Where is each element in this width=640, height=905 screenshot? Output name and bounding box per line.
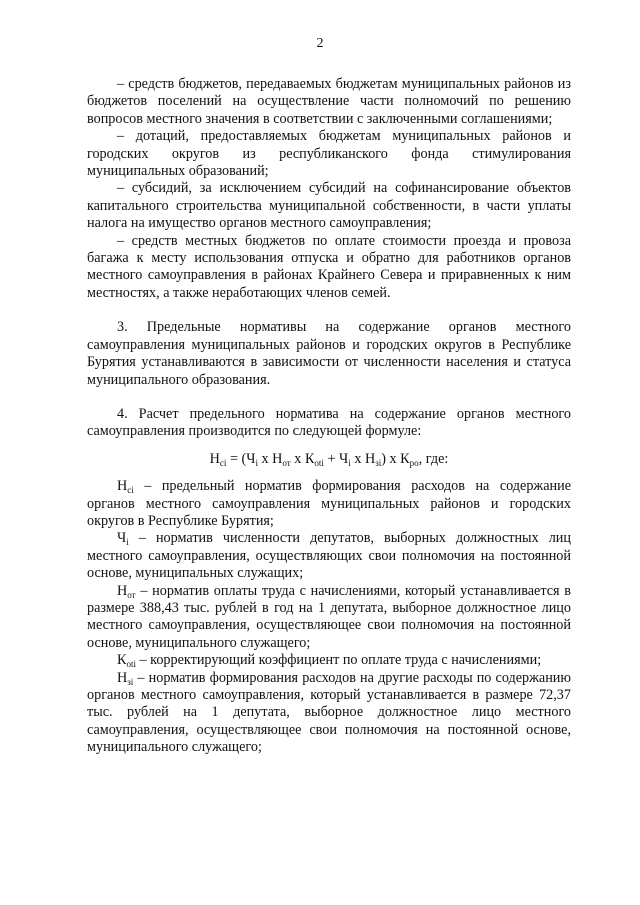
formula-sub: ро	[409, 457, 419, 468]
definition-subscript: i	[126, 537, 129, 548]
definition-subscript: оti	[126, 659, 136, 670]
definition-chi	[87, 530, 571, 582]
definition-not	[87, 583, 571, 653]
definition-symbol: Н	[117, 669, 128, 686]
definition-symbol: К	[117, 652, 127, 669]
formula-part: х Н	[257, 450, 283, 467]
section-3-paragraph: 3. Предельные нормативы на содержание органов местного самоуправления муниципальных районов и городских округов в Республике Бурятия устанавливаются в зависимости от численности населения и статуса муниципального образования.	[87, 319, 571, 388]
formula-part: , где:	[418, 450, 449, 467]
definition-symbol: Н	[117, 478, 128, 495]
definition-text: – норматив оплаты труда с начислениями, который устанавливается в размере 388,43 тыс. рублей в год на 1 депутата, выборное должностное лицо местного самоуправления, осуществляющее свои полномочия на постоянной основе, муниципального служащего;	[87, 582, 571, 651]
definition-koti	[87, 652, 571, 669]
formula-sub: от	[282, 457, 291, 468]
formula-lhs: Н	[209, 450, 220, 467]
formula-sub: i	[255, 457, 258, 468]
definition-subscript: ci	[127, 485, 134, 496]
paragraph-gap	[87, 389, 571, 406]
formula-sub: оti	[314, 457, 324, 468]
formula-part: ) х К	[381, 450, 410, 467]
definition-subscript: зi	[127, 676, 134, 687]
definition-nci	[87, 478, 571, 530]
definition-text: – корректирующий коэффициент по оплате труда с начислениями;	[135, 652, 542, 669]
definition-subscript: от	[127, 589, 136, 600]
page-number: 2	[316, 36, 324, 51]
document-body	[87, 76, 571, 757]
definition-text: – норматив численности депутатов, выборных должностных лиц местного самоуправления, осуществляющих свои полномочия на постоянной основе, муниципальных служащих;	[87, 530, 571, 582]
definition-text: – норматив формирования расходов на другие расходы по содержанию органов местного самоуправления, который устанавливается в размере 72,37 тыс. рублей на 1 депутата, выборное должностное лицо местного самоуправления, осуществляющее свои полномочия на постоянной основе, муниципального служащего;	[87, 669, 571, 756]
formula-sub: i	[348, 457, 351, 468]
bullet-travel-costs: – средств местных бюджетов по оплате стоимости проезда и провоза багажа к месту использования отпуска и обратно для работников органов местного самоуправления в районах Крайнего Севера и приравненных к ним местностях, а также неработающих членов семей.	[87, 232, 571, 301]
section-4-paragraph: 4. Расчет предельного норматива на содержание органов местного самоуправления производится по следующей формуле:	[87, 405, 571, 440]
paragraph-gap	[87, 302, 571, 319]
formula-part: х К	[290, 450, 315, 467]
definition-symbol: Н	[117, 582, 128, 599]
definition-text: – предельный норматив формирования расходов на содержание органов местного самоуправления муниципальных районов и городских округов в Республике Бурятия;	[87, 478, 571, 529]
formula	[87, 451, 571, 468]
formula-part: х Н	[350, 450, 376, 467]
bullet-budgets-transfer: – средств бюджетов, передаваемых бюджетам муниципальных районов из бюджетов поселений на осуществление части полномочий по решению вопросов местного значения в соответствии с заключенными соглашениями;	[87, 76, 571, 127]
formula-part: = (Ч	[226, 450, 256, 467]
formula-sub: ci	[219, 457, 227, 468]
definition-symbol: Ч	[117, 530, 127, 547]
bullet-subsidies: – субсидий, за исключением субсидий на софинансирование объектов капитального строительства муниципальной собственности, в части уплаты налога на имущество органов местного самоуправления;	[87, 180, 571, 232]
formula-sub: зi	[375, 457, 382, 468]
bullet-dotations: – дотаций, предоставляемых бюджетам муниципальных районов и городских округов из республиканского фонда стимулирования муниципальных образований;	[87, 128, 571, 180]
formula-part: + Ч	[323, 450, 349, 467]
definition-nzi	[87, 670, 571, 757]
